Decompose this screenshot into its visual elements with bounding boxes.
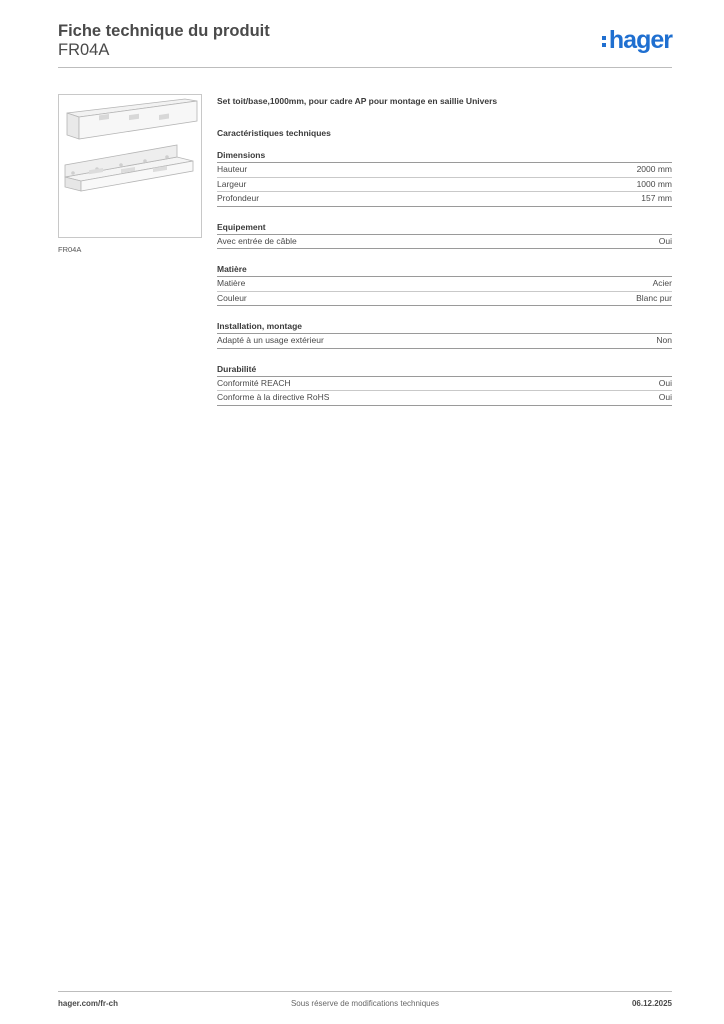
spec-row: [217, 163, 672, 178]
spec-group: [217, 321, 672, 349]
spec-group-title: Durabilité: [217, 364, 672, 377]
spec-group-title: Matière: [217, 264, 672, 277]
spec-label: Profondeur: [217, 193, 260, 203]
spec-value: Non: [656, 335, 672, 345]
document-title: Fiche technique du produit: [58, 22, 270, 40]
product-image: [58, 94, 202, 238]
spec-group: [217, 150, 672, 207]
spec-label: Largeur: [217, 178, 247, 189]
spec-value: Oui: [658, 235, 672, 246]
product-description: Set toit/base,1000mm, pour cadre AP pour montage en saillie Univers: [217, 96, 498, 106]
spec-value: Oui: [658, 392, 672, 402]
spec-value: 2000 mm: [636, 164, 672, 174]
page-footer: [58, 991, 672, 1011]
product-drawing-icon: [59, 95, 201, 237]
spec-label: Avec entrée de câble: [217, 235, 297, 246]
spec-label: Matière: [217, 278, 246, 288]
spec-value: Blanc pur: [636, 292, 672, 303]
spec-group-title: Equipement: [217, 222, 672, 235]
spec-label: Conforme à la directive RoHS: [217, 392, 330, 402]
spec-label: Couleur: [217, 292, 247, 303]
hager-logo: [602, 26, 672, 55]
spec-group: [217, 264, 672, 306]
spec-row: [217, 277, 672, 292]
spec-row: [217, 192, 672, 207]
footer-disclaimer: Sous réserve de modifications techniques: [290, 999, 440, 1008]
footer-website[interactable]: hager.com/fr-ch: [58, 999, 119, 1008]
spec-group: [217, 364, 672, 406]
spec-row: [217, 292, 672, 307]
spec-row: [217, 377, 672, 392]
footer-date: 06.12.2025: [631, 999, 672, 1008]
spec-label: Hauteur: [217, 164, 248, 174]
spec-label: Conformité REACH: [217, 377, 291, 388]
spec-group: [217, 222, 672, 250]
spec-label: Adapté à un usage extérieur: [217, 335, 324, 345]
logo-dots-icon: [602, 33, 607, 50]
spec-value: 157 mm: [641, 193, 672, 203]
product-reference: FR04A: [58, 41, 110, 59]
spec-row: [217, 334, 672, 349]
spec-row: [217, 235, 672, 250]
spec-value: Acier: [652, 278, 672, 288]
spec-row: [217, 178, 672, 193]
logo-text: hager: [608, 26, 672, 54]
image-caption: FR04A: [58, 245, 82, 254]
spec-groups: [217, 150, 672, 406]
page-header: [58, 20, 672, 68]
spec-group-title: Installation, montage: [217, 321, 672, 334]
section-heading: Caractéristiques techniques: [217, 128, 331, 138]
spec-group-title: Dimensions: [217, 150, 672, 163]
spec-value: Oui: [658, 377, 672, 388]
spec-value: 1000 mm: [636, 178, 672, 189]
product-details: [217, 96, 672, 406]
spec-row: [217, 391, 672, 406]
